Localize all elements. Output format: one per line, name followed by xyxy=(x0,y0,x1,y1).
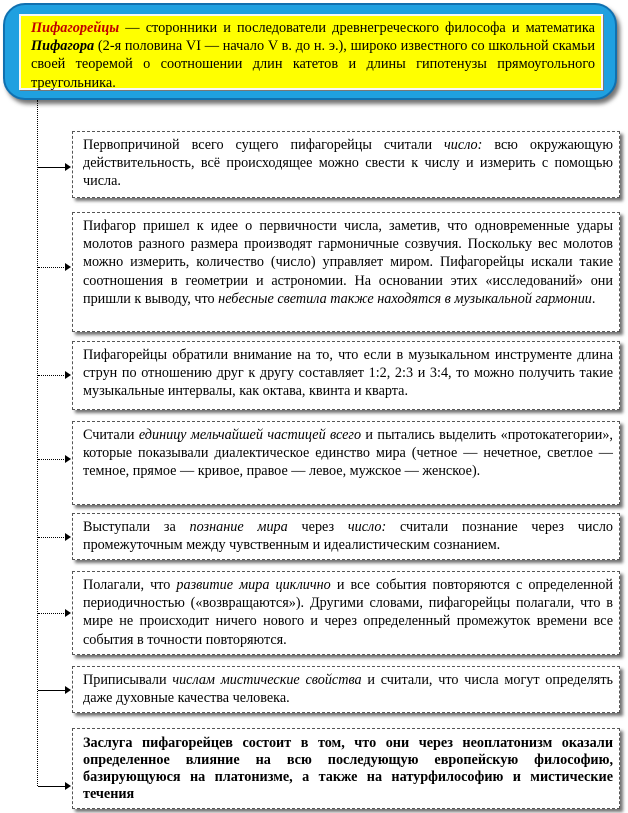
box-5-text-3: считали познание через число промежуточным между чувственным и идеалистическим сознанием. xyxy=(83,519,613,554)
box-5-emphasis: познание мира xyxy=(189,519,288,535)
arrow-3 xyxy=(65,371,71,379)
box-protocategories xyxy=(72,421,620,505)
box-5-text-2: через xyxy=(287,519,348,535)
box-4-text: Считали xyxy=(83,427,139,443)
connector-4 xyxy=(38,459,66,460)
connector-7 xyxy=(38,690,66,691)
connector-5 xyxy=(38,537,66,538)
arrow-4 xyxy=(65,455,71,463)
connector-6 xyxy=(38,613,66,614)
box-6-text-2: и все события повторяются с определенной периодичностью («возвращаются»). Другими словами, пифагорейцы полагали, что в мире не происходит ничего нового и через определенный промежуток времени все события в точности повторяются. xyxy=(83,577,613,648)
arrow-7 xyxy=(65,686,71,694)
box-4-text-2: и пытались выделить «протокатегории», которые показывали диалектическое единство мира (четное — нечетное, светлое — темное, прямое — кривое, правое — левое, мужское — женское). xyxy=(83,427,613,480)
arrow-5 xyxy=(65,533,71,541)
box-6-text: Полагали, что xyxy=(83,577,177,593)
header-frame xyxy=(3,3,617,100)
header-term: Пифагорейцы xyxy=(31,20,120,36)
box-1-text-2: всю окружающую действительность, всё происходящее можно свести к числу и измерить с помощью числа. xyxy=(83,137,613,190)
box-hammers-harmony xyxy=(72,212,620,332)
box-4-emphasis: единицу мельчайшей частицей всего xyxy=(138,427,362,443)
box-number-as-cause xyxy=(72,131,620,198)
box-2-text: Пифагор пришел к идее о первичности числа, заметив, что одновременные удары молотов разного размера производят гармоничные созвучия. Поскольку вес молотов можно измерить, количество (число) управляет миром. Пифагорейцы искали такие соотношения в геометрии и астрономии. На основании этих «исследований» они пришли к выводу, что xyxy=(83,218,613,307)
box-cognition xyxy=(72,513,620,560)
connector-1 xyxy=(38,167,66,168)
box-1-text: Первопричиной всего сущего пифагорейцы считали xyxy=(83,137,445,153)
box-musical-intervals xyxy=(72,341,620,410)
connector-8 xyxy=(38,786,66,787)
header-text-1: — сторонники и последователи древнегреческого философа и математика xyxy=(119,20,595,36)
box-cyclic-development xyxy=(72,571,620,655)
box-2-emphasis: небесные светила также находятся в музыкальной гармонии xyxy=(218,290,592,307)
box-mystic-numbers xyxy=(72,666,620,713)
box-7-text-2: и считали, что числа могут определять даже духовные качества человека. xyxy=(83,672,613,707)
box-7-text: Приписывали xyxy=(83,672,173,688)
box-6-emphasis: развитие мира циклично xyxy=(176,577,331,593)
box-2-text-2: . xyxy=(591,290,596,307)
header-name: Пифагора xyxy=(31,38,95,55)
connector-2 xyxy=(38,267,66,268)
box-7-emphasis: числам мистические свойства xyxy=(172,672,362,688)
arrow-2 xyxy=(65,263,71,271)
connector-3 xyxy=(38,375,66,376)
arrow-8 xyxy=(65,782,71,790)
legacy-text: Заслуга пифагорейцев состоит в том, что они через неоплатонизм оказали определенное влияние на всю последующую европейскую философию, базирующуюся на платонизме, а также на натурфилософию и мистические течения xyxy=(83,735,613,802)
header-text-2: (2-я половина VI — начало V в. до н. э.), широко известного со школьной скамьи своей теоремой о соотношении длин катетов и длины гипотенузы прямоугольного треугольника. xyxy=(31,38,595,91)
header-definition xyxy=(19,14,603,90)
box-3-text: Пифагорейцы обратили внимание на то, что если в музыкальном инструменте длина струн по отношению друг к другу составляет 1:2, 2:3 и 3:4, то можно получить такие музыкальные интервалы, как октава, квинта и кварта. xyxy=(83,347,613,400)
box-legacy-conclusion xyxy=(72,728,620,809)
box-5-emphasis-2: число: xyxy=(347,519,387,535)
box-5-text: Выступали за xyxy=(83,519,190,535)
box-1-emphasis: число: xyxy=(444,137,483,153)
connector-trunk xyxy=(37,100,38,786)
arrow-1 xyxy=(65,163,71,171)
arrow-6 xyxy=(65,609,71,617)
